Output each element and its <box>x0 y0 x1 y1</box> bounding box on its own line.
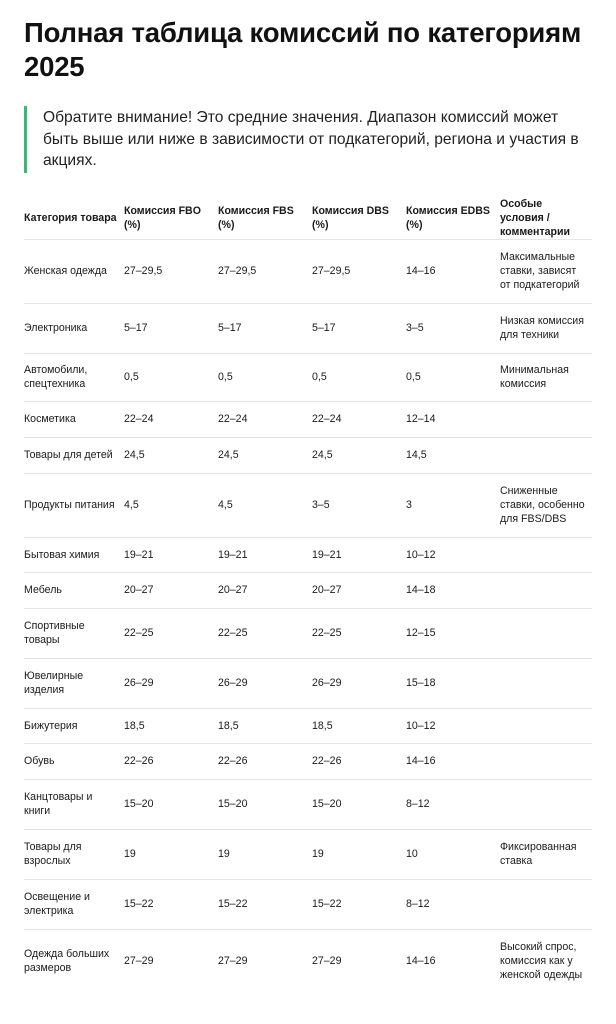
cell-category: Обувь <box>24 743 124 779</box>
cell-comment <box>500 608 592 658</box>
cell-comment <box>500 537 592 572</box>
cell-comment <box>500 879 592 929</box>
table-row <box>24 473 592 537</box>
cell-edbs: 8–12 <box>406 779 500 829</box>
table-body <box>24 239 592 993</box>
table-row <box>24 608 592 658</box>
header-edbs: Комиссия EDBS (%) <box>406 197 500 240</box>
cell-dbs: 0,5 <box>312 353 406 401</box>
cell-category: Бытовая химия <box>24 537 124 572</box>
header-category: Категория товара <box>24 197 124 240</box>
cell-edbs: 14–16 <box>406 743 500 779</box>
table-row <box>24 658 592 708</box>
cell-fbo: 26–29 <box>124 658 218 708</box>
cell-category: Освещение и электрика <box>24 879 124 929</box>
cell-comment: Низкая комиссия для техники <box>500 303 592 353</box>
cell-dbs: 5–17 <box>312 303 406 353</box>
header-fbo: Комиссия FBO (%) <box>124 197 218 240</box>
cell-fbo: 18,5 <box>124 708 218 743</box>
cell-category: Бижутерия <box>24 708 124 743</box>
cell-edbs: 12–14 <box>406 401 500 437</box>
cell-comment <box>500 743 592 779</box>
cell-category: Косметика <box>24 401 124 437</box>
cell-category: Товары для взрослых <box>24 829 124 879</box>
cell-comment: Минимальная комиссия <box>500 353 592 401</box>
table-row <box>24 401 592 437</box>
cell-fbs: 5–17 <box>218 303 312 353</box>
cell-fbs: 24,5 <box>218 437 312 473</box>
cell-fbo: 22–24 <box>124 401 218 437</box>
cell-fbs: 22–25 <box>218 608 312 658</box>
cell-dbs: 24,5 <box>312 437 406 473</box>
cell-dbs: 3–5 <box>312 473 406 537</box>
cell-comment <box>500 779 592 829</box>
commission-table <box>24 197 592 994</box>
cell-comment <box>500 658 592 708</box>
table-row <box>24 437 592 473</box>
cell-fbs: 15–22 <box>218 879 312 929</box>
cell-fbs: 20–27 <box>218 572 312 608</box>
cell-edbs: 14–16 <box>406 239 500 303</box>
cell-edbs: 12–15 <box>406 608 500 658</box>
header-row <box>24 197 592 240</box>
cell-fbs: 27–29 <box>218 955 248 968</box>
table-row <box>24 572 592 608</box>
cell-edbs: 10 <box>406 829 500 879</box>
cell-comment: Фиксированная ставка <box>500 829 592 879</box>
cell-edbs: 8–12 <box>406 879 500 929</box>
cell-fbo: 24,5 <box>124 437 218 473</box>
cell-fbs: 18,5 <box>218 708 312 743</box>
cell-fbo: 20–27 <box>124 572 218 608</box>
cell-fbo: 5–17 <box>124 303 218 353</box>
cell-category: Ювелирные изделия <box>24 658 124 708</box>
table-row <box>24 879 592 929</box>
cell-edbs: 14,5 <box>406 437 500 473</box>
cell-category: Продукты питания <box>24 473 124 537</box>
header-dbs: Комиссия DBS (%) <box>312 197 406 240</box>
notice-callout <box>24 106 592 173</box>
cell-category: Одежда больших размеров <box>24 948 110 975</box>
cell-fbs: 27–29,5 <box>218 239 312 303</box>
cell-category: Автомобили, спецтехника <box>24 353 124 401</box>
cell-edbs: 0,5 <box>406 353 500 401</box>
cell-fbo: 27–29 <box>124 955 154 968</box>
cell-fbs: 22–24 <box>218 401 312 437</box>
cell-fbs: 0,5 <box>218 353 312 401</box>
cell-edbs: 10–12 <box>406 708 500 743</box>
cell-category: Спортивные товары <box>24 608 124 658</box>
cell-dbs: 27–29 <box>312 955 342 968</box>
table-row <box>24 239 592 303</box>
cell-edbs: 15–18 <box>406 658 500 708</box>
table-row <box>24 829 592 879</box>
cell-comment <box>500 572 592 608</box>
cell-dbs: 18,5 <box>312 708 406 743</box>
cell-fbs: 4,5 <box>218 473 312 537</box>
cell-fbo: 15–20 <box>124 779 218 829</box>
cell-comment: Сниженные ставки, особенно для FBS/DBS <box>500 473 592 537</box>
cell-edbs: 3–5 <box>406 303 500 353</box>
article <box>24 16 592 993</box>
cell-fbs: 26–29 <box>218 658 312 708</box>
cell-comment <box>500 437 592 473</box>
notice-text: Обратите внимание! Это средние значения. Диапазон комиссий может быть выше или ниже в зависимости от подкатегорий, региона и участия в акциях. <box>43 109 579 169</box>
cell-edbs: 3 <box>406 473 500 537</box>
cell-fbo: 15–22 <box>124 879 218 929</box>
cell-edbs: 14–18 <box>406 572 500 608</box>
cell-fbs: 19–21 <box>218 537 312 572</box>
cell-fbo: 27–29,5 <box>124 239 218 303</box>
table-header <box>24 197 592 240</box>
cell-dbs: 26–29 <box>312 658 406 708</box>
cell-fbs: 22–26 <box>218 743 312 779</box>
cell-fbo: 0,5 <box>124 353 218 401</box>
table-row <box>24 929 592 993</box>
cell-dbs: 15–20 <box>312 779 406 829</box>
page-title: Полная таблица комиссий по категориям 2025 <box>24 17 582 82</box>
cell-fbo: 22–26 <box>124 743 218 779</box>
cell-fbs: 15–20 <box>218 779 312 829</box>
table-row <box>24 708 592 743</box>
cell-comment: Высокий спрос, комиссия как у женской одежды <box>500 941 583 982</box>
table-row <box>24 537 592 572</box>
cell-dbs: 22–26 <box>312 743 406 779</box>
table-row <box>24 353 592 401</box>
cell-edbs: 10–12 <box>406 537 500 572</box>
cell-dbs: 15–22 <box>312 879 406 929</box>
cell-category: Электроника <box>24 303 124 353</box>
cell-fbs: 19 <box>218 829 312 879</box>
cell-category: Мебель <box>24 572 124 608</box>
header-comments: Особые условия / комментарии <box>500 197 592 240</box>
table-row <box>24 743 592 779</box>
cell-edbs: 14–16 <box>406 955 436 968</box>
cell-dbs: 19 <box>312 829 406 879</box>
cell-fbo: 19 <box>124 829 218 879</box>
cell-comment: Максимальные ставки, зависят от подкатегорий <box>500 239 592 303</box>
header-fbs: Комиссия FBS (%) <box>218 197 312 240</box>
table-row <box>24 303 592 353</box>
cell-fbo: 4,5 <box>124 473 218 537</box>
cell-dbs: 22–25 <box>312 608 406 658</box>
cell-dbs: 19–21 <box>312 537 406 572</box>
cell-comment <box>500 401 592 437</box>
cell-comment <box>500 708 592 743</box>
cell-dbs: 27–29,5 <box>312 239 406 303</box>
table-row <box>24 779 592 829</box>
cell-category: Канцтовары и книги <box>24 779 124 829</box>
cell-dbs: 22–24 <box>312 401 406 437</box>
cell-dbs: 20–27 <box>312 572 406 608</box>
cell-fbo: 22–25 <box>124 608 218 658</box>
cell-category: Товары для детей <box>24 437 124 473</box>
cell-category: Женская одежда <box>24 239 124 303</box>
cell-fbo: 19–21 <box>124 537 218 572</box>
